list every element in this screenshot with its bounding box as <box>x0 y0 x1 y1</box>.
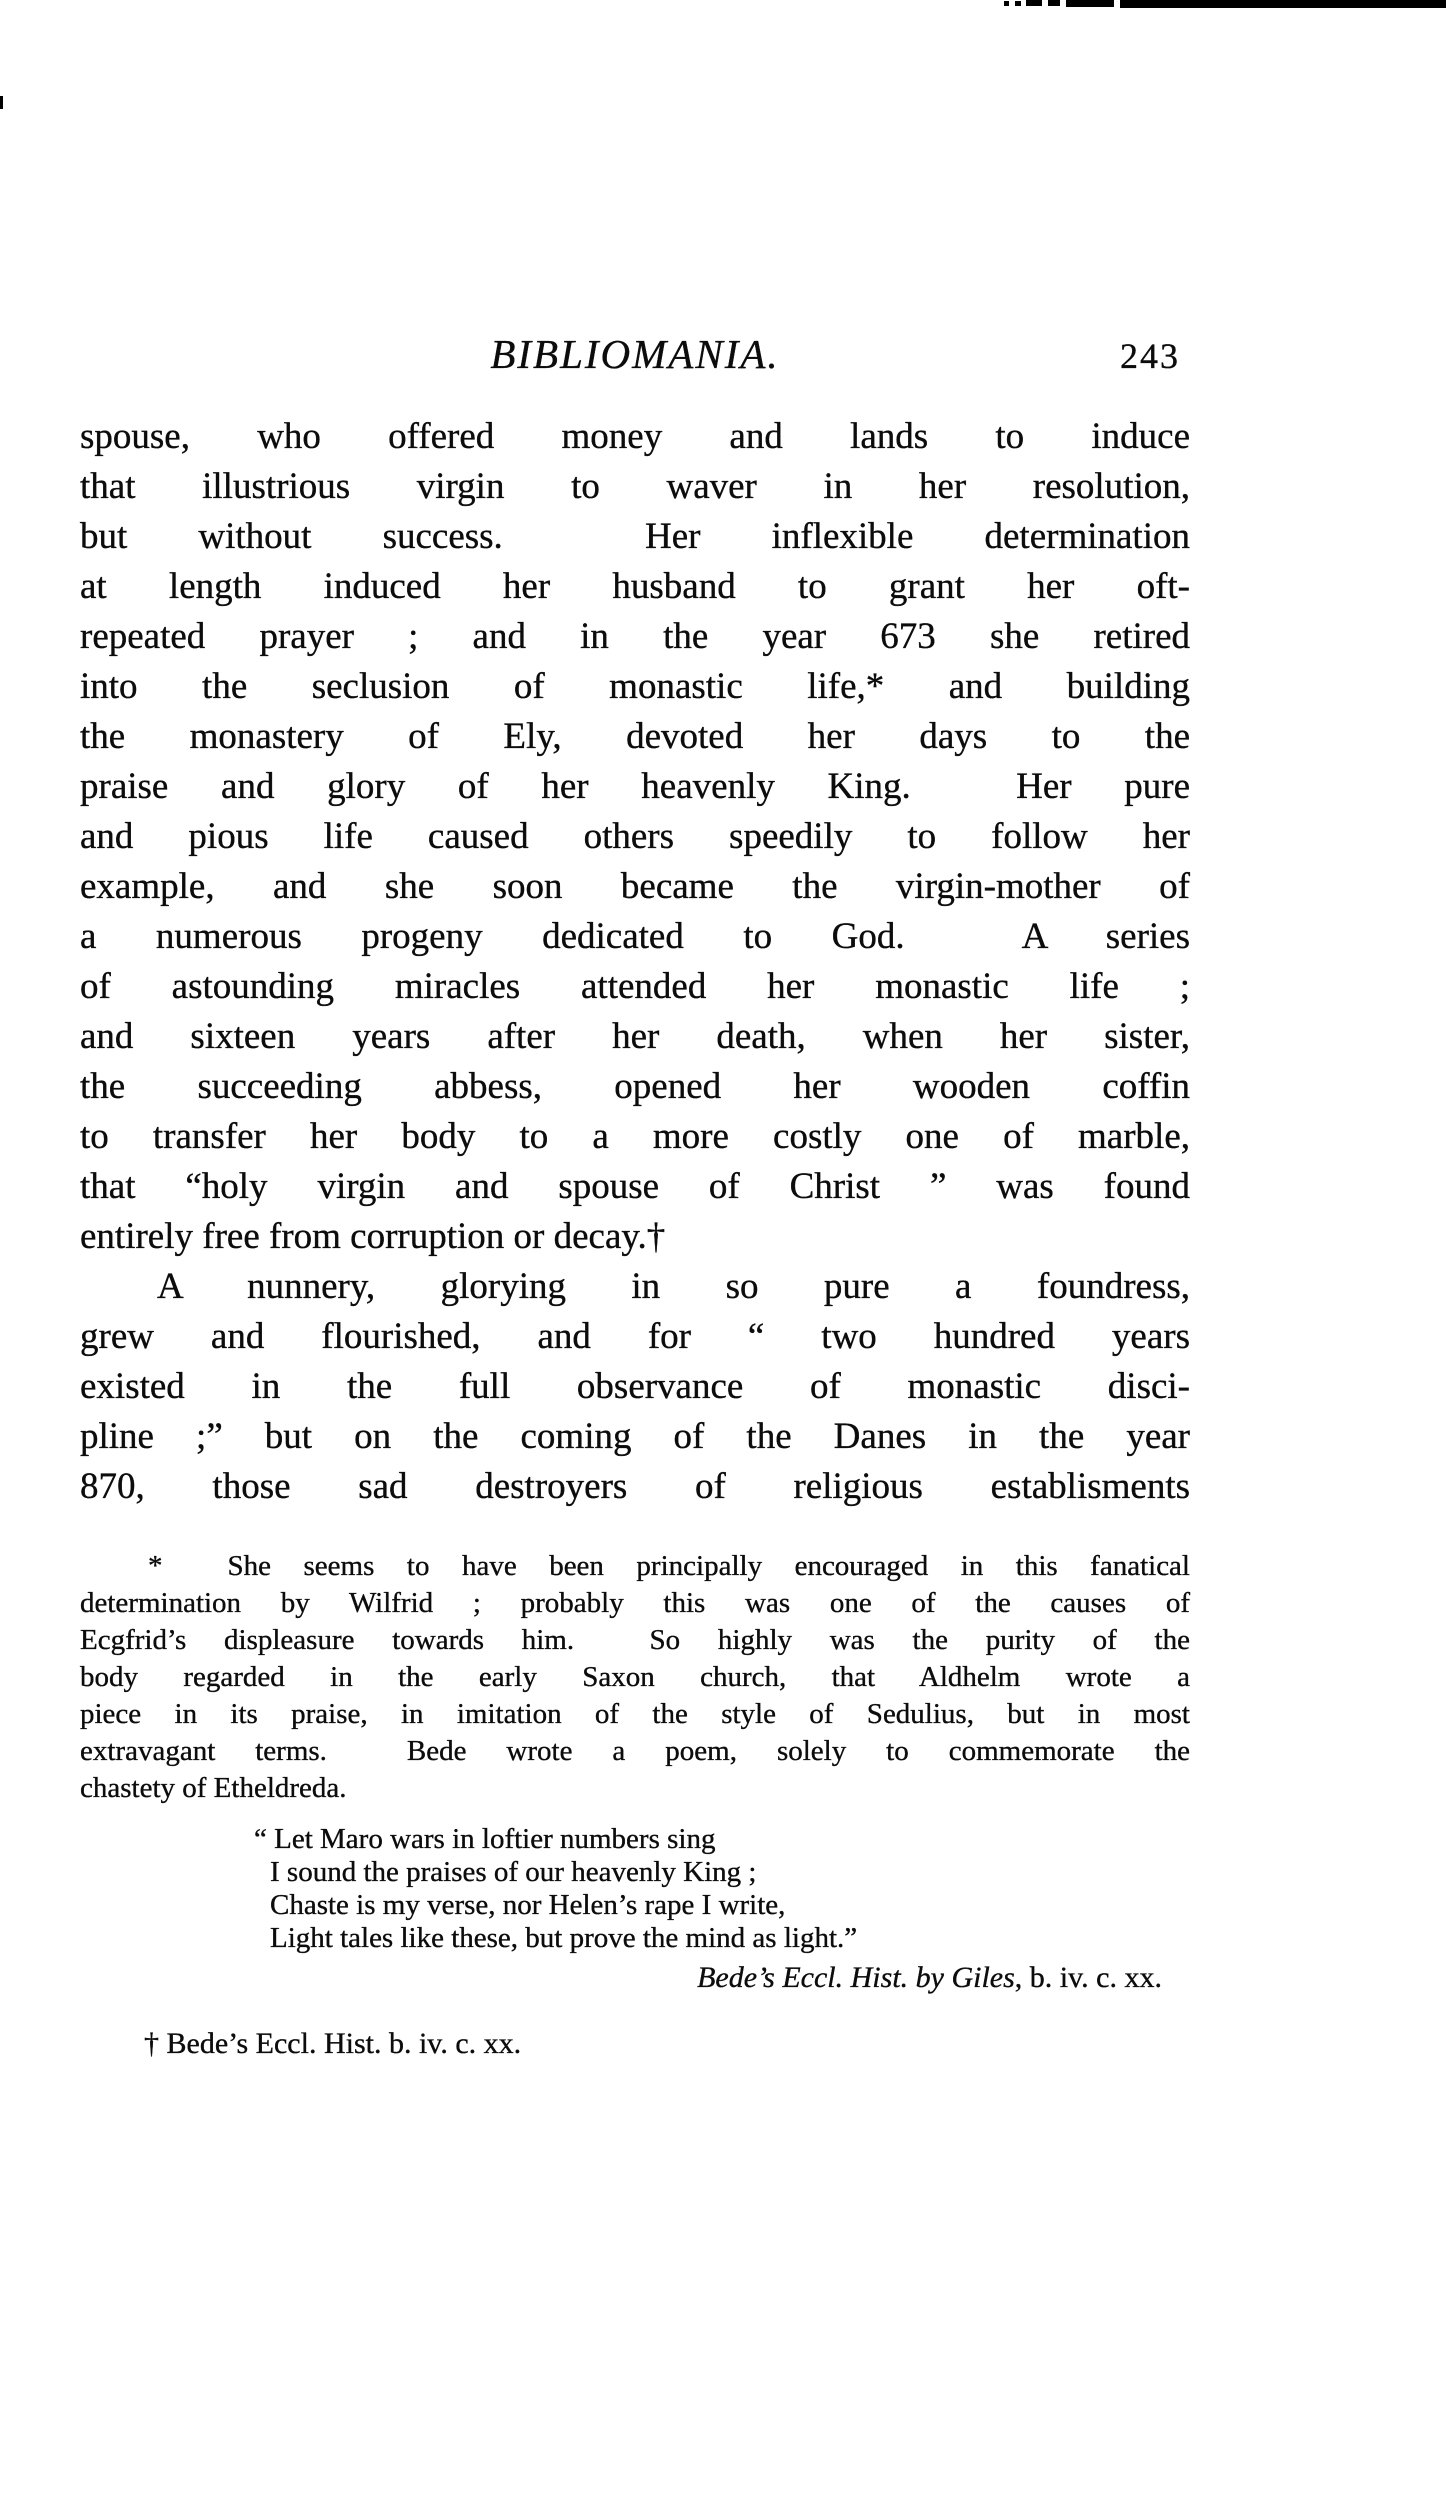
paragraph-2 <box>80 1262 1190 1512</box>
text-line: spouse, who offered money and lands to induce <box>80 416 1190 457</box>
verse-block <box>80 1823 1190 1955</box>
text-line: the succeeding abbess, opened her wooden coffin <box>80 1066 1190 1107</box>
text-line: praise and glory of her heavenly King. Her pure <box>80 766 1190 807</box>
citation-line <box>80 1961 1190 1994</box>
text-line: at length induced her husband to grant her oft- <box>80 566 1190 607</box>
scan-artifact-top-band <box>1120 0 1446 8</box>
text-line: into the seclusion of monastic life,* and building <box>80 666 1190 707</box>
text-line: grew and flourished, and for “ two hundred years <box>80 1316 1190 1357</box>
text-line: the monastery of Ely, devoted her days to the <box>80 716 1190 757</box>
footnote-line: determination by Wilfrid ; probably this was one of the causes of <box>80 1587 1190 1619</box>
text-line: and pious life caused others speedily to follow her <box>80 816 1190 857</box>
text-line: and sixteen years after her death, when her sister, <box>80 1016 1190 1057</box>
footnote-line: chastety of Etheldreda. <box>80 1772 347 1804</box>
text-line: but without success. Her inflexible determination <box>80 516 1190 557</box>
text-line: of astounding miracles attended her monastic life ; <box>80 966 1190 1007</box>
page-number: 243 <box>1120 336 1180 376</box>
scan-artifact-top-dot-1 <box>1004 1 1009 6</box>
text-line: pline ;” but on the coming of the Danes in the year <box>80 1416 1190 1457</box>
footnote-line: Ecgfrid’s displeasure towards him. So highly was the purity of the <box>80 1624 1190 1656</box>
text-line: a numerous progeny dedicated to God. A series <box>80 916 1190 957</box>
footnote-section <box>80 1548 1190 2062</box>
text-line: to transfer her body to a more costly one of marble, <box>80 1116 1190 1157</box>
paragraph-1 <box>80 412 1190 1262</box>
footnote-line: body regarded in the early Saxon church, that Aldhelm wrote a <box>80 1661 1190 1693</box>
body-text <box>80 412 1190 1512</box>
text-line: existed in the full observance of monastic disci- <box>80 1366 1190 1407</box>
page-header <box>80 330 1190 382</box>
citation-detail: , b. iv. c. xx. <box>1014 1961 1162 1994</box>
text-line: repeated prayer ; and in the year 673 she retired <box>80 616 1190 657</box>
footnote-line: * She seems to have been principally encouraged in this fanatical <box>148 1550 1190 1582</box>
text-line: example, and she soon became the virgin-mother of <box>80 866 1190 907</box>
verse-line: “ Let Maro wars in loftier numbers sing <box>254 1823 716 1855</box>
text-line: that illustrious virgin to waver in her resolution, <box>80 466 1190 507</box>
footnote-line: piece in its praise, in imitation of the style of Sedulius, but in most <box>80 1698 1190 1730</box>
text-line: entirely free from corruption or decay.† <box>80 1216 666 1257</box>
text-line: A nunnery, glorying in so pure a foundress, <box>157 1266 1190 1307</box>
scan-artifact-left-tick <box>0 96 3 109</box>
page-title: BIBLIOMANIA. <box>490 331 780 377</box>
dagger-note: † Bede’s Eccl. Hist. b. iv. c. xx. <box>144 2027 522 2060</box>
text-line: that “holy virgin and spouse of Christ ” was found <box>80 1166 1190 1207</box>
text-line: 870, those sad destroyers of religious establisments <box>80 1466 1190 1507</box>
verse-line: Chaste is my verse, nor Helen’s rape I write, <box>270 1889 786 1921</box>
verse-line: Light tales like these, but prove the mind as light.” <box>270 1922 858 1954</box>
verse-line: I sound the praises of our heavenly King ; <box>270 1856 757 1888</box>
scan-artifact-top-dash-3 <box>1066 0 1114 7</box>
scan-artifact-top-dash-1 <box>1026 0 1042 6</box>
scan-artifact-top-dot-2 <box>1015 1 1021 6</box>
footnote-line: extravagant terms. Bede wrote a poem, solely to commemorate the <box>80 1735 1190 1767</box>
scan-artifact-top-dash-2 <box>1048 0 1060 6</box>
citation-work-title: Bede’s Eccl. Hist. by Giles <box>697 1961 1015 1994</box>
footnote-asterisk <box>80 1548 1190 1807</box>
